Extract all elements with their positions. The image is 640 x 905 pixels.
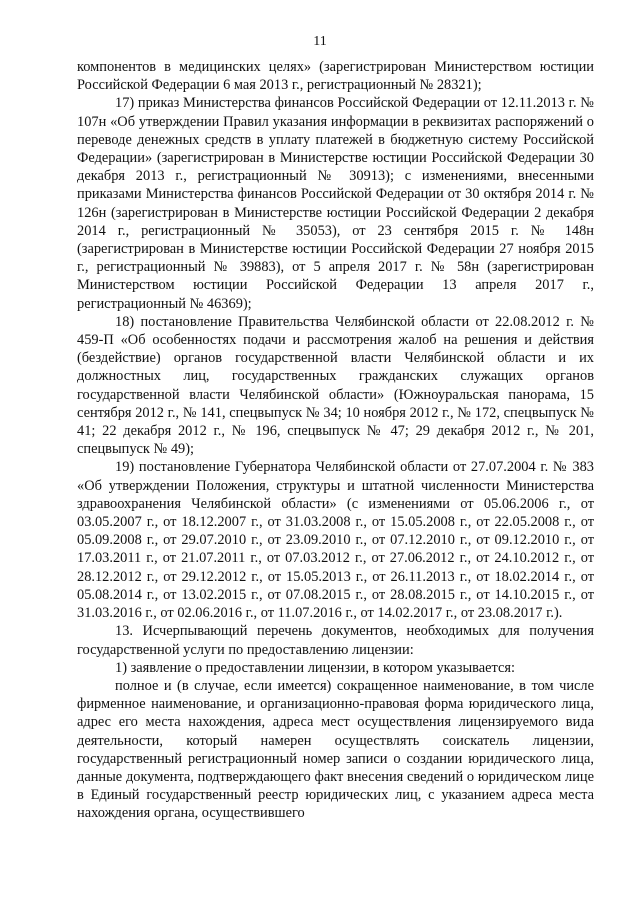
paragraph-item-19: 19) постановление Губернатора Челябинской области от 27.07.2004 г. № 383 «Об утверждении Положения, структуры и штатной численности Министерства здравоохранения Челябинской области» (с изменениями от 05.06.2006 г., от 03.05.2007 г., от 18.12.2007 г., от 31.03.2008 г., от 15.05.2008 г., от 22.05.2008 г., от 05.09.2008 г., от 29.07.2010 г., от 23.09.2010 г., от 07.12.2010 г., от 09.12.2010 г., от 17.03.2011 г., от 21.07.2011 г., от 07.03.2012 г., от 27.06.2012 г., от 24.10.2012 г., от 28.12.2012 г., от 29.12.2012 г., от 15.05.2013 г., от 26.11.2013 г., от 18.02.2014 г., от 05.08.2014 г., от 13.02.2015 г., от 07.08.2015 г., от 28.08.2015 г., от 14.10.2015 г., от 31.03.2016 г., от 02.06.2016 г., от 11.07.2016 г., от 14.02.2017 г., от 23.08.2017 г.).: [77, 459, 594, 622]
paragraph-continuation: компонентов в медицинских целях» (зарегистрирован Министерством юстиции Российской Федерации 6 мая 2013 г., регистрационный № 28321);: [77, 59, 594, 94]
paragraph-item-18: 18) постановление Правительства Челябинской области от 22.08.2012 г. № 459-П «Об особенностях подачи и рассмотрения жалоб на решения и действия (бездействие) органов государственной власти Челябинской области и их должностных лиц, государственных гражданских служащих органов государственной власти Челябинской области» (Южноуральская панорама, 15 сентября 2012 г., № 141, спецвыпуск № 34; 10 ноября 2012 г., № 172, спецвыпуск № 41; 22 декабря 2012 г., № 196, спецвыпуск № 47; 29 декабря 2012 г., № 201, спецвыпуск № 49);: [77, 313, 594, 458]
paragraph-application-details: полное и (в случае, если имеется) сокращенное наименование, в том числе фирменное наименование, и организационно-правовая форма юридического лица, адрес его места нахождения, адреса мест осуществления лицензируемого вида деятельности, который намерен осуществлять соискатель лицензии, государственный регистрационный номер записи о создании юридического лица, данные документа, подтверждающего факт внесения сведений о юридическом лице в Единый государственный реестр юридических лиц, с указанием адреса места нахождения органа, осуществившего: [77, 677, 594, 822]
document-body: [77, 58, 594, 823]
paragraph-subitem-1: 1) заявление о предоставлении лицензии, в котором указывается:: [115, 659, 515, 676]
paragraph-section-13: 13. Исчерпывающий перечень документов, необходимых для получения государственной услуги по предоставлению лицензии:: [77, 623, 594, 658]
page-number: 11: [313, 34, 327, 49]
paragraph-item-17: 17) приказ Министерства финансов Российской Федерации от 12.11.2013 г. № 107н «Об утверждении Правил указания информации в реквизитах распоряжений о переводе денежных средств в уплату платежей в бюджетную систему Российской Федерации» (зарегистрирован в Министерстве юстиции Российской Федерации 30 декабря 2013 г., регистрационный № 30913); с изменениями, внесенными приказами Министерства финансов Российской Федерации от 30 октября 2014 г. № 126н (зарегистрирован в Министерстве юстиции Российской Федерации 2 декабря 2014 г., регистрационный № 35053), от 23 сентября 2015 г. № 148н (зарегистрирован в Министерстве юстиции Российской Федерации 27 ноября 2015 г., регистрационный № 39883), от 5 апреля 2017 г. № 58н (зарегистрирован Министерством юстиции Российской Федерации 13 апреля 2017 г., регистрационный № 46369);: [77, 95, 594, 312]
